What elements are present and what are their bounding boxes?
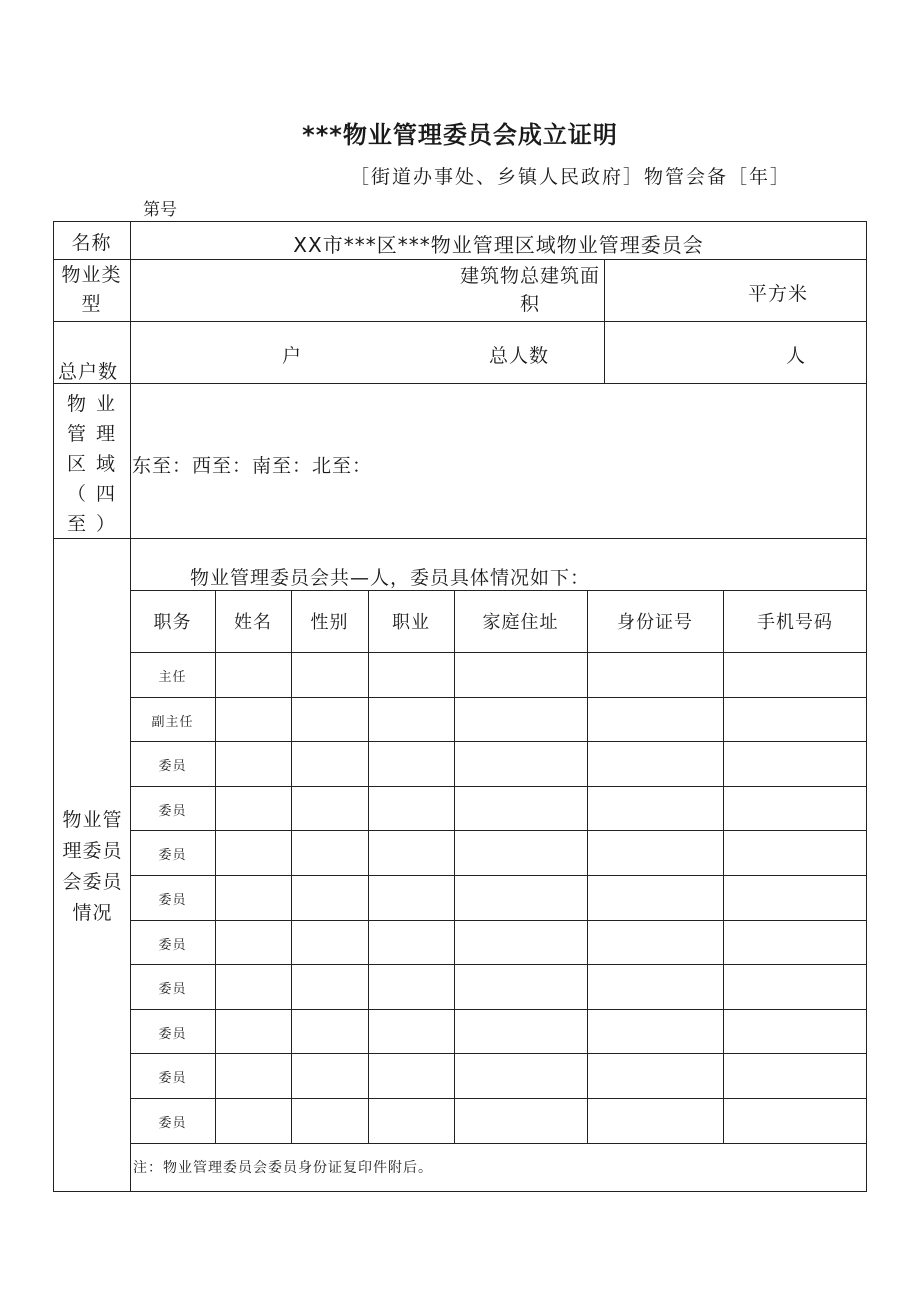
document-number-label: 第号 bbox=[143, 200, 177, 220]
blank-entry-cell[interactable] bbox=[368, 652, 454, 697]
blank-entry-cell[interactable] bbox=[454, 1009, 587, 1054]
position-cell: 委员 bbox=[158, 982, 187, 997]
blank-entry-cell[interactable] bbox=[215, 652, 291, 697]
blank-entry-cell[interactable] bbox=[368, 786, 454, 831]
blank-entry-cell[interactable] bbox=[723, 1098, 867, 1143]
blank-entry-cell[interactable] bbox=[587, 964, 723, 1009]
blank-entry-cell[interactable] bbox=[368, 1009, 454, 1054]
population-label: 总人数 bbox=[489, 345, 550, 367]
column-header: 姓名 bbox=[234, 612, 272, 633]
name-label: 名称 bbox=[71, 232, 112, 254]
blank-entry-cell[interactable] bbox=[587, 652, 723, 697]
blank-entry-cell[interactable] bbox=[368, 1098, 454, 1143]
position-cell: 主任 bbox=[158, 670, 187, 685]
blank-entry-cell[interactable] bbox=[215, 920, 291, 965]
blank-entry-cell[interactable] bbox=[454, 652, 587, 697]
column-header: 身份证号 bbox=[617, 612, 693, 633]
blank-entry-cell[interactable] bbox=[291, 1053, 368, 1098]
blank-entry-cell[interactable] bbox=[215, 875, 291, 920]
blank-entry-cell[interactable] bbox=[368, 830, 454, 875]
blank-entry-cell[interactable] bbox=[215, 697, 291, 742]
blank-entry-cell[interactable] bbox=[215, 1098, 291, 1143]
blank-entry-cell[interactable] bbox=[587, 830, 723, 875]
blank-entry-cell[interactable] bbox=[454, 1098, 587, 1143]
blank-entry-cell[interactable] bbox=[291, 964, 368, 1009]
blank-entry-cell[interactable] bbox=[587, 1053, 723, 1098]
households-label: 总户数 bbox=[58, 361, 119, 383]
column-header: 手机号码 bbox=[757, 612, 833, 633]
page-title: ***物业管理委员会成立证明 bbox=[302, 121, 618, 149]
blank-entry-cell[interactable] bbox=[454, 964, 587, 1009]
blank-entry-cell[interactable] bbox=[723, 697, 867, 742]
blank-entry-cell[interactable] bbox=[215, 964, 291, 1009]
position-cell: 副主任 bbox=[151, 715, 194, 730]
blank-entry-cell[interactable] bbox=[587, 1009, 723, 1054]
area-unit: 平方米 bbox=[748, 283, 809, 305]
blank-entry-cell[interactable] bbox=[368, 1053, 454, 1098]
blank-entry-cell[interactable] bbox=[215, 786, 291, 831]
committee-intro: 物业管理委员会共—人，委员具体情况如下： bbox=[190, 567, 591, 589]
total-area-label: 建筑物总建筑面积 bbox=[459, 265, 600, 315]
blank-entry-cell[interactable] bbox=[587, 741, 723, 786]
blank-entry-cell[interactable] bbox=[723, 1009, 867, 1054]
blank-entry-cell[interactable] bbox=[291, 652, 368, 697]
blank-entry-cell[interactable] bbox=[368, 964, 454, 1009]
blank-entry-cell[interactable] bbox=[291, 875, 368, 920]
position-cell: 委员 bbox=[158, 759, 187, 774]
committee-name: XX市***区***物业管理区域物业管理委员会 bbox=[293, 233, 704, 257]
blank-entry-cell[interactable] bbox=[291, 920, 368, 965]
blank-entry-cell[interactable] bbox=[291, 786, 368, 831]
blank-entry-cell[interactable] bbox=[723, 652, 867, 697]
blank-entry-cell[interactable] bbox=[368, 920, 454, 965]
blank-entry-cell[interactable] bbox=[454, 875, 587, 920]
blank-entry-cell[interactable] bbox=[587, 786, 723, 831]
blank-entry-cell[interactable] bbox=[723, 875, 867, 920]
record-number-line: ［街道办事处、乡镇人民政府］物管会备［年］ bbox=[350, 166, 792, 188]
blank-entry-cell[interactable] bbox=[587, 920, 723, 965]
blank-entry-cell[interactable] bbox=[454, 1053, 587, 1098]
blank-entry-cell[interactable] bbox=[291, 830, 368, 875]
blank-entry-cell[interactable] bbox=[723, 964, 867, 1009]
position-cell: 委员 bbox=[158, 893, 187, 908]
property-type-label: 物业类型 bbox=[61, 264, 122, 315]
position-cell: 委员 bbox=[158, 804, 187, 819]
blank-entry-cell[interactable] bbox=[368, 875, 454, 920]
blank-entry-cell[interactable] bbox=[368, 697, 454, 742]
blank-entry-cell[interactable] bbox=[291, 741, 368, 786]
blank-entry-cell[interactable] bbox=[723, 830, 867, 875]
blank-entry-cell[interactable] bbox=[587, 875, 723, 920]
blank-entry-cell[interactable] bbox=[291, 697, 368, 742]
footnote: 注：物业管理委员会委员身份证复印件附后。 bbox=[133, 1160, 433, 1176]
blank-entry-cell[interactable] bbox=[723, 786, 867, 831]
blank-entry-cell[interactable] bbox=[454, 920, 587, 965]
blank-entry-cell[interactable] bbox=[723, 1053, 867, 1098]
blank-entry-cell[interactable] bbox=[215, 830, 291, 875]
blank-entry-cell[interactable] bbox=[454, 830, 587, 875]
blank-entry-cell[interactable] bbox=[723, 741, 867, 786]
blank-entry-cell[interactable] bbox=[454, 786, 587, 831]
blank-entry-cell[interactable] bbox=[215, 1053, 291, 1098]
blank-entry-cell[interactable] bbox=[454, 697, 587, 742]
column-header: 职务 bbox=[153, 612, 192, 633]
position-cell: 委员 bbox=[158, 848, 187, 863]
position-cell: 委员 bbox=[158, 1116, 187, 1131]
region-label: 物业管理区域（四至） bbox=[66, 393, 125, 535]
blank-entry-cell[interactable] bbox=[587, 1098, 723, 1143]
households-unit: 户 bbox=[282, 345, 303, 367]
column-header: 性别 bbox=[310, 612, 349, 633]
population-unit: 人 bbox=[786, 345, 807, 367]
blank-entry-cell[interactable] bbox=[215, 741, 291, 786]
blank-entry-cell[interactable] bbox=[291, 1098, 368, 1143]
blank-entry-cell[interactable] bbox=[454, 741, 587, 786]
region-boundaries: 东至：西至：南至：北至： bbox=[132, 455, 373, 477]
position-cell: 委员 bbox=[158, 938, 187, 953]
blank-entry-cell[interactable] bbox=[368, 741, 454, 786]
blank-entry-cell[interactable] bbox=[587, 697, 723, 742]
position-cell: 委员 bbox=[158, 1071, 187, 1086]
position-cell: 委员 bbox=[158, 1027, 187, 1042]
blank-entry-cell[interactable] bbox=[723, 920, 867, 965]
blank-entry-cell[interactable] bbox=[291, 1009, 368, 1054]
committee-members-label: 物业管理委员会委员情况 bbox=[62, 809, 123, 924]
blank-entry-cell[interactable] bbox=[215, 1009, 291, 1054]
column-header: 职业 bbox=[392, 612, 430, 633]
column-header: 家庭住址 bbox=[482, 612, 559, 633]
